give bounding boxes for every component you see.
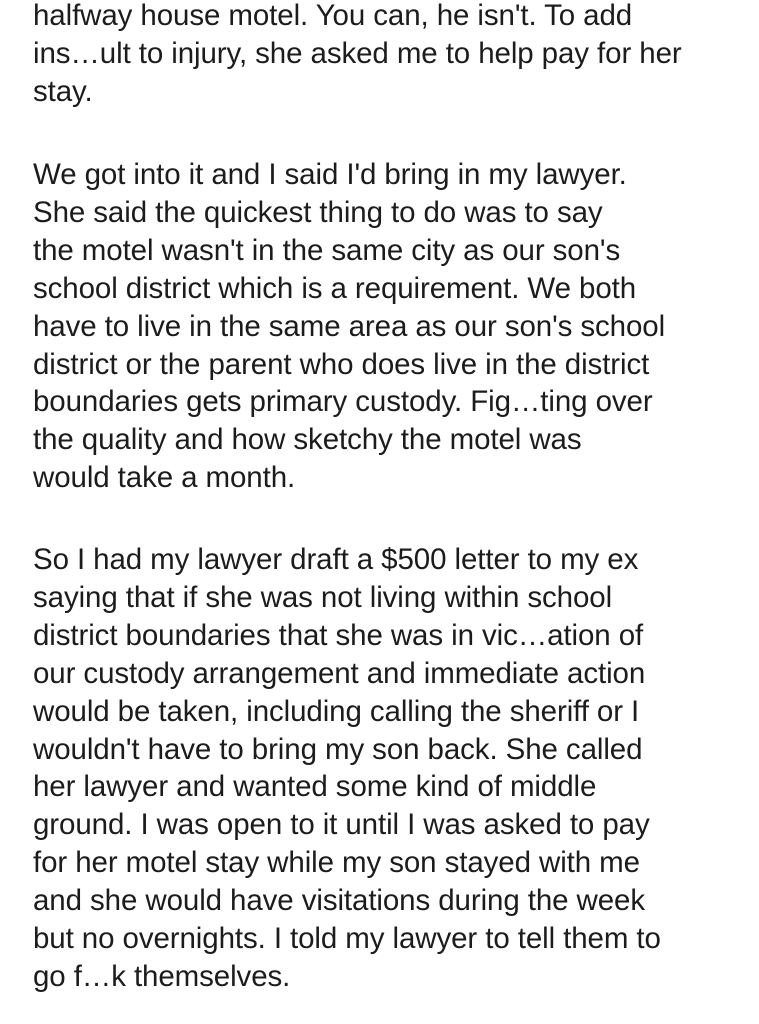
text-line: school district which is a requirement. We both <box>33 271 637 305</box>
text-line: ins…ult to injury, she asked me to help pay for her <box>33 36 682 70</box>
text-line: wouldn't have to bring my son back. She called <box>33 732 643 766</box>
text-line: go f…k themselves. <box>33 959 291 993</box>
paragraph-1 <box>33 0 682 111</box>
text-line: have to live in the same area as our son's school <box>33 309 666 343</box>
text-line: the motel wasn't in the same city as our son's <box>33 233 621 267</box>
text-line: So I had my lawyer draft a $500 letter to my ex <box>33 543 639 576</box>
text-line: district boundaries that she was in vic…ation of <box>33 618 644 652</box>
text-line: boundaries gets primary custody. Fig…ting over <box>33 385 653 419</box>
paragraph-3 <box>33 541 661 996</box>
text-line: her lawyer and wanted some kind of middle <box>33 770 597 804</box>
paragraph-2 <box>33 156 665 497</box>
text-line: and she would have visitations during the week <box>33 884 646 918</box>
text-line: She said the quickest thing to do was to say <box>33 195 603 229</box>
text-line: ground. I was open to it until I was asked to pay <box>33 808 650 842</box>
text-line: saying that if she was not living within school <box>33 580 613 614</box>
text-line: would be taken, including calling the sheriff or I <box>33 694 640 728</box>
text-line: would take a month. <box>33 461 296 495</box>
text-line: stay. <box>33 74 93 108</box>
text-line: We got into it and I said I'd bring in my lawyer. <box>33 158 627 191</box>
text-line: for her motel stay while my son stayed with me <box>33 846 640 880</box>
text-line: district or the parent who does live in the district <box>33 347 650 381</box>
text-line: halfway house motel. You can, he isn't. To add <box>33 0 633 32</box>
text-line: the quality and how sketchy the motel was <box>33 423 582 457</box>
text-line: our custody arrangement and immediate action <box>33 656 646 690</box>
text-line: but no overnights. I told my lawyer to tell them to <box>33 922 661 956</box>
